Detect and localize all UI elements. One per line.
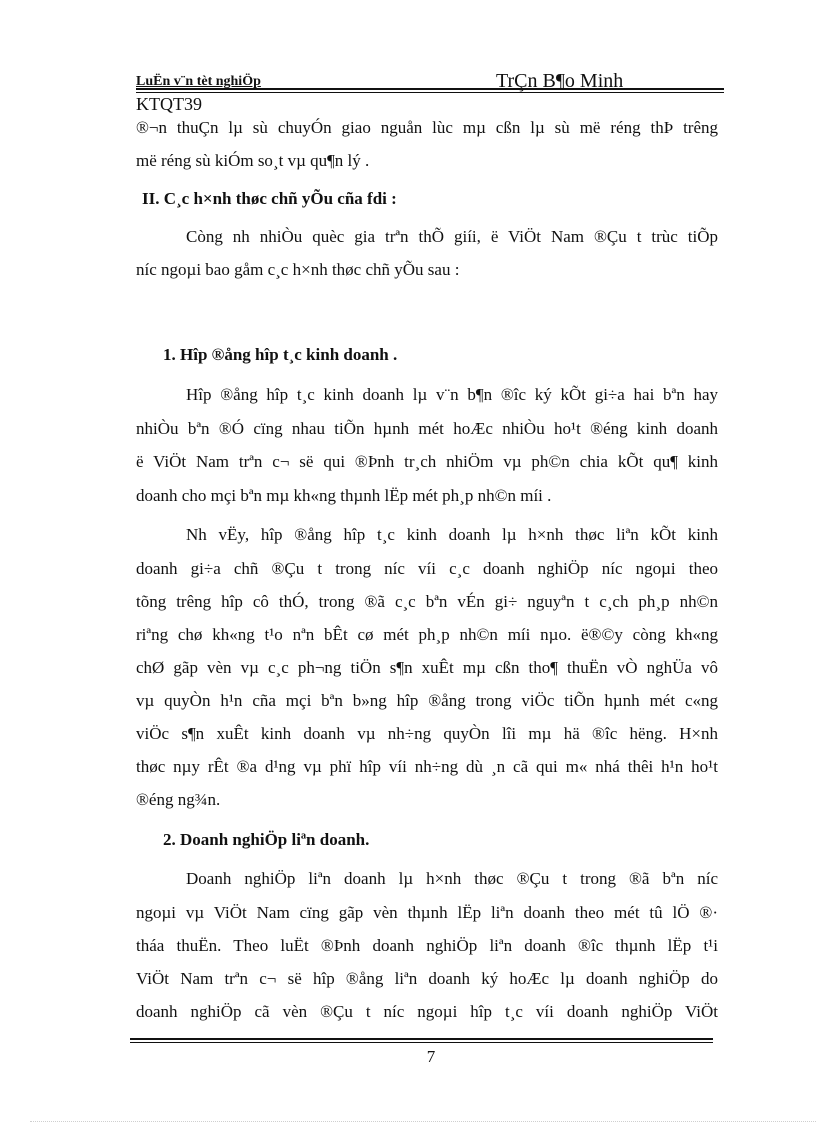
body-line: ViÖt Nam trªn c¬ së hîp ®ång liªn doanh ký hoÆc lµ doanh nghiÖp do (136, 969, 718, 988)
body-line: nhiÒu bªn ®Ó cïng nhau tiÕn hµnh mét hoÆc nhiÒu ho¹t ®éng kinh doanh (136, 419, 718, 438)
header-author-name: TrÇn B¶o Minh (496, 70, 624, 92)
section-heading: II. C¸c h×nh thøc chñ yÕu cña fdi : (142, 189, 397, 208)
header-rule-thick (136, 88, 724, 90)
body-line: viÖc s¶n xuÊt kinh doanh vµ nh÷ng quyÒn lîi mµ hä ®îc hëng. H×nh (136, 724, 718, 743)
body-line: Hîp ®ång hîp t¸c kinh doanh lµ v¨n b¶n ®îc ký kÕt gi÷a hai bªn hay (186, 385, 718, 404)
body-line: chØ gãp vèn vµ c¸c ph¬ng tiÖn s¶n xuÊt mµ cßn tho¶ thuËn vÒ nghÜa vô (136, 658, 718, 677)
body-line: doanh nghiÖp cã vèn ®Çu t níc ngoµi hîp t¸c víi doanh nghiÖp ViÖt (136, 1002, 718, 1021)
body-line: tháa thuËn. Theo luËt ®Þnh doanh nghiÖp liªn doanh ®îc thµnh lËp t¹i (136, 936, 718, 955)
header-class-code: KTQT39 (136, 94, 202, 114)
body-line: níc ngoµi bao gåm c¸c h×nh thøc chñ yÕu sau : (136, 260, 460, 279)
body-line: tõng trêng hîp cô thÓ, trong ®ã c¸c bªn vÉn gi÷ nguyªn t c¸ch ph¸p nh©n (136, 592, 718, 611)
header-thesis-label: LuËn v¨n tèt nghiÖp (136, 74, 261, 89)
page-number: 7 (426, 1047, 436, 1066)
body-line: doanh cho mçi bªn mµ kh«ng thµnh lËp mét ph¸p nh©n míi . (136, 486, 552, 505)
page-bottom-dotted-edge (30, 1121, 816, 1122)
footer-rule-thin (130, 1042, 713, 1043)
header-rule-thin (136, 92, 724, 93)
body-line: ngoµi vµ ViÖt Nam cïng gãp vèn thµnh lËp liªn doanh theo mét tû lÖ ®· (136, 903, 718, 922)
body-line: thøc nµy rÊt ®a d¹ng vµ phï hîp víi nh÷ng dù ¸n cã qui m« nhá thêi h¹n ho¹t (136, 757, 718, 776)
body-line: doanh gi÷a chñ ®Çu t trong níc víi c¸c doanh nghiÖp níc ngoµi theo (136, 559, 718, 578)
body-line: ë ViÖt Nam trªn c¬ së qui ®Þnh tr¸ch nhiÖm vµ ph©n chia kÕt qu¶ kinh (136, 452, 718, 471)
body-line: më réng sù kiÓm so¸t vµ qu¶n lý . (136, 151, 370, 170)
body-line: Còng nh nhiÒu quèc gia trªn thÕ giíi, ë ViÖt Nam ®Çu t trùc tiÕp (186, 227, 718, 246)
body-line: Doanh nghiÖp liªn doanh lµ h×nh thøc ®Çu t trong ®ã bªn níc (186, 869, 718, 888)
body-line: Nh vËy, hîp ®ång hîp t¸c kinh doanh lµ h×nh thøc liªn kÕt kinh (186, 525, 718, 544)
body-line: ®éng ng¾n. (136, 790, 221, 809)
body-line: ®¬n thuÇn lµ sù chuyÓn giao nguån lùc mµ cßn lµ sù më réng thÞ trêng (136, 118, 718, 137)
subsection-heading: 1. Hîp ®ång hîp t¸c kinh doanh . (163, 345, 398, 364)
subsection-heading: 2. Doanh nghiÖp liªn doanh. (163, 830, 370, 849)
footer-rule-thick (130, 1038, 713, 1040)
body-line: riªng chø kh«ng t¹o nªn bÊt cø mét ph¸p nh©n míi nµo. ë®©y còng kh«ng (136, 625, 718, 644)
body-line: vµ quyÒn h¹n cña mçi bªn b»ng hîp ®ång trong viÖc tiÕn hµnh mét c«ng (136, 691, 718, 710)
